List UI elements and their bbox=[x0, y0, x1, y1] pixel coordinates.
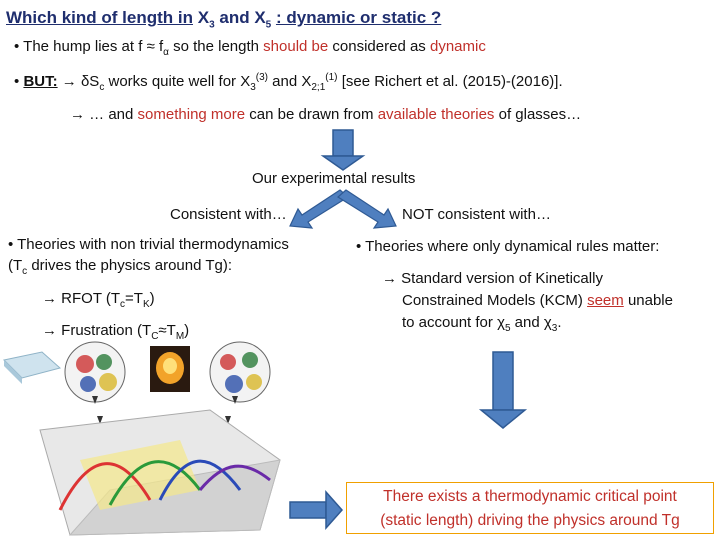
x21-sup: (1) bbox=[325, 72, 338, 83]
bullet: • bbox=[14, 38, 20, 55]
nontrivial-theories: • Theories with non trivial thermodynamics bbox=[8, 236, 289, 253]
title-part1: Which kind of length in bbox=[6, 8, 193, 27]
but-label: BUT: bbox=[23, 73, 58, 90]
kcm-line-3: to account for $\chi_5$ and $\chi_3$. bbox=[402, 314, 562, 334]
title-x5: $X_5$ bbox=[254, 8, 272, 31]
molten-glass-image bbox=[150, 346, 190, 392]
but-text-b: works quite well for X bbox=[108, 73, 251, 90]
something-more: something more bbox=[137, 106, 246, 123]
illustrations bbox=[0, 340, 300, 540]
dynamical-theories: • Theories where only dynamical rules matter: bbox=[356, 238, 660, 255]
consistent-heading: Consistent with… bbox=[170, 206, 287, 223]
rfot-item: → RFOT $(T_c=T_K)$ bbox=[42, 290, 155, 310]
bullet: • bbox=[14, 73, 20, 90]
title-part2: : dynamic or static ? bbox=[275, 8, 442, 27]
hump-text-c: considered as bbox=[332, 38, 426, 55]
kcm-line-2: Constrained Models (KCM) seem unable bbox=[402, 292, 673, 309]
theories-text-c: of glasses… bbox=[498, 106, 582, 123]
down-arrow-icon bbox=[323, 130, 363, 170]
3d-plot-image bbox=[40, 410, 280, 535]
hump-dynamic: dynamic bbox=[429, 38, 486, 55]
kcm-line-1: → Standard version of Kinetically bbox=[382, 270, 603, 287]
title-and: and bbox=[219, 8, 250, 27]
sc-sub: c bbox=[99, 82, 105, 93]
glass-slab-image bbox=[4, 352, 60, 384]
hump-should-be: should be bbox=[263, 38, 329, 55]
results-label: Our experimental results bbox=[252, 170, 416, 187]
hump-text-b: so the length bbox=[173, 38, 259, 55]
hump-text-a: The hump lies at f ≈ f bbox=[23, 38, 164, 55]
tc-drives: ($T_c$ drives the physics around Tg): bbox=[8, 257, 232, 277]
conclusion-line-2: (static length) driving the physics around Tg bbox=[380, 512, 680, 529]
available-theories: available theories bbox=[377, 106, 495, 123]
x3-sub: 3 bbox=[250, 82, 256, 93]
but-text-c: and X bbox=[272, 73, 312, 90]
conclusion-box bbox=[346, 482, 714, 534]
x21-sub: 2;1 bbox=[311, 82, 326, 93]
theories-text-a: → … and bbox=[70, 106, 134, 123]
not-consistent-heading: NOT consistent with… bbox=[402, 206, 551, 223]
theories-text-b: can be drawn from bbox=[249, 106, 374, 123]
conclusion-line-1: There exists a thermodynamic critical point bbox=[383, 488, 677, 505]
but-text-a: → δS bbox=[61, 73, 100, 90]
x3-sup: (3) bbox=[255, 72, 268, 83]
frustration-item: → Frustration $(T_C\approx T_M)$ bbox=[42, 322, 190, 342]
long-down-arrow-icon bbox=[481, 352, 525, 428]
seem-word: seem bbox=[587, 292, 624, 309]
particle-cluster-icon bbox=[65, 342, 125, 402]
alpha-sub: α bbox=[163, 47, 169, 58]
but-text-d: [see Richert et al. (2015)-(2016)]. bbox=[341, 73, 563, 90]
title-x3: $X_3$ bbox=[197, 8, 215, 31]
diagonal-arrow-right-icon bbox=[338, 190, 396, 228]
particle-cluster-icon-2 bbox=[210, 342, 270, 402]
